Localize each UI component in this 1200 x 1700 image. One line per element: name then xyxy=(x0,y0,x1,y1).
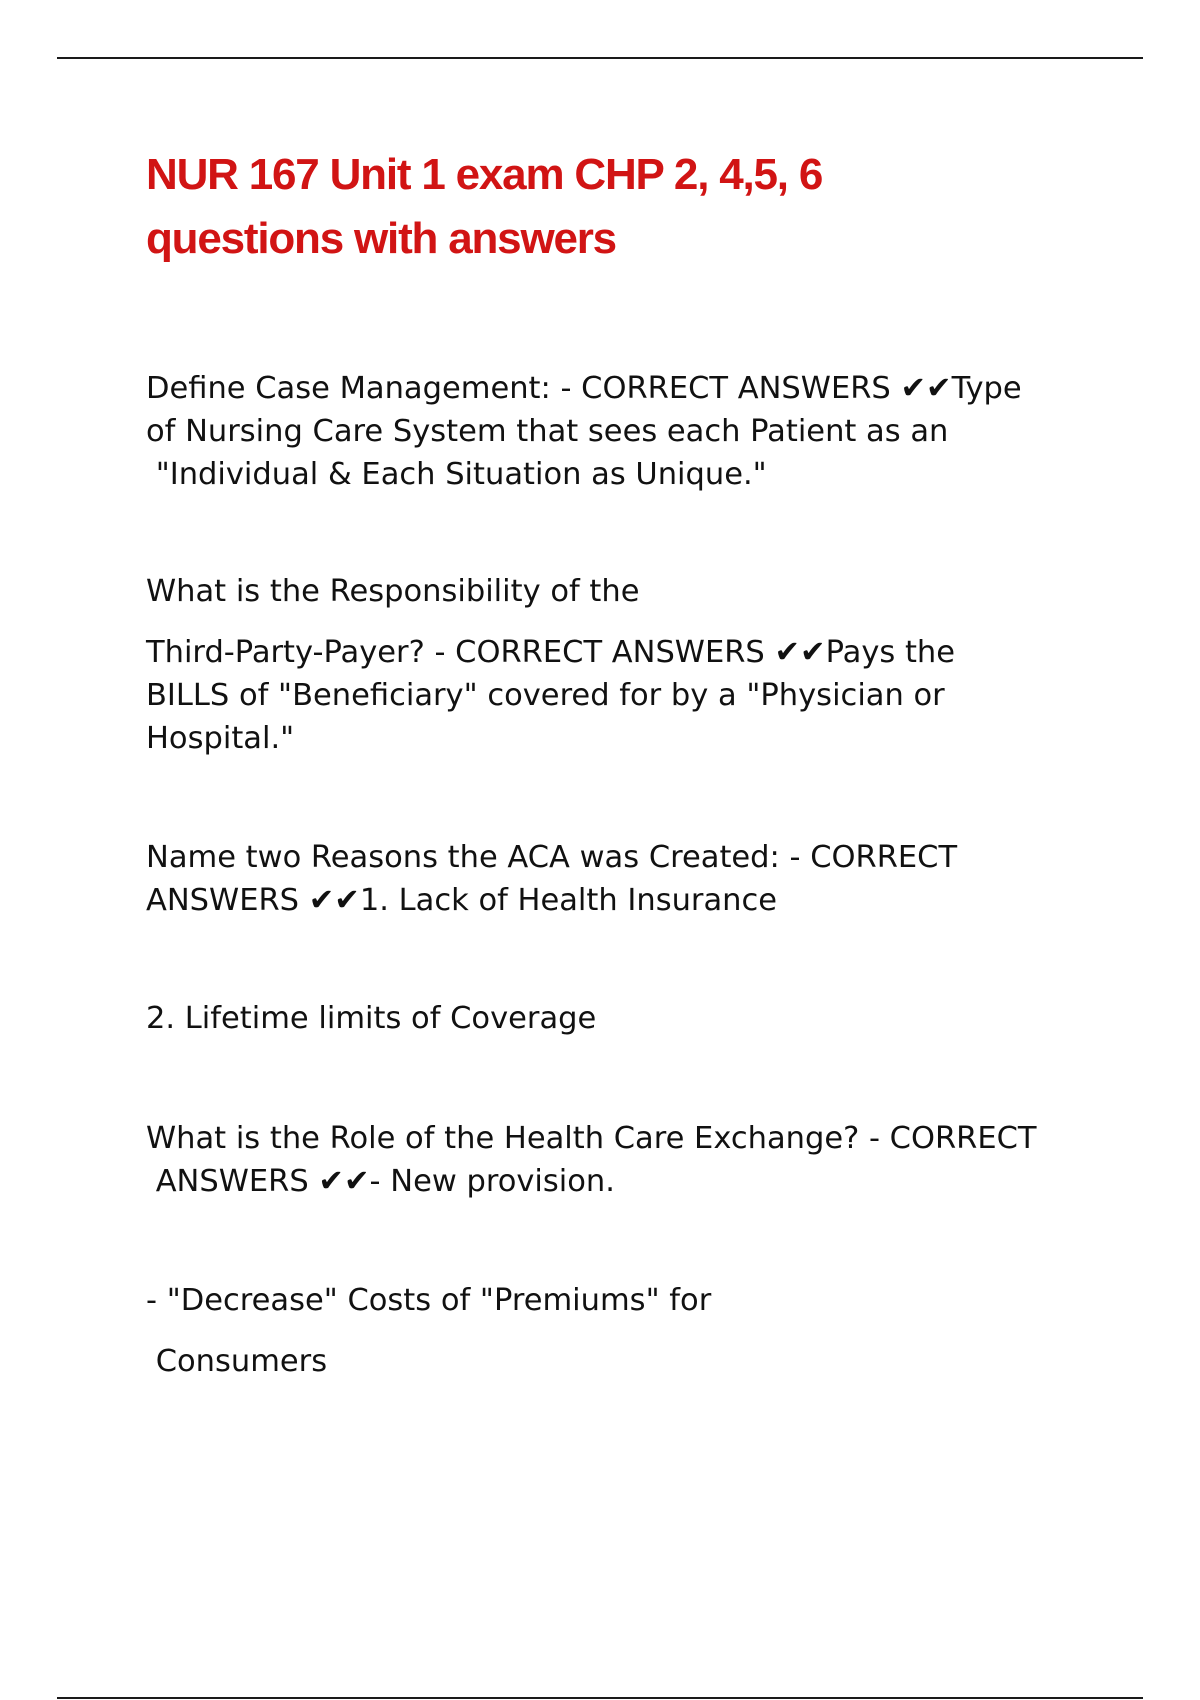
question-block-aca xyxy=(146,836,1096,922)
question-text: ANSWERS xyxy=(146,883,309,918)
answer-text: 1. Lack of Health Insurance xyxy=(359,883,778,918)
text-line: 2. Lifetime limits of Coverage xyxy=(146,1001,597,1036)
text-line xyxy=(146,367,1096,410)
text-line: Name two Reasons the ACA was Created: - CORRECT xyxy=(146,840,958,875)
question-text: Third-Party-Payer? - CORRECT ANSWERS xyxy=(146,635,775,670)
text-line xyxy=(146,631,1096,674)
text-line: - "Decrease" Costs of "Premiums" for xyxy=(146,1283,712,1318)
question-text: Define Case Management: - CORRECT ANSWERS xyxy=(146,371,901,406)
question-block-health-care-exchange xyxy=(146,1117,1096,1203)
question-text: ANSWERS xyxy=(146,1164,319,1199)
document-title xyxy=(146,143,1046,271)
double-check-icon: ✔✔ xyxy=(900,371,952,406)
text-line: of Nursing Care System that sees each Patient as an xyxy=(146,414,949,449)
text-line: What is the Responsibility of the xyxy=(146,574,640,609)
text-line: "Individual & Each Situation as Unique." xyxy=(146,457,767,492)
answer-text: Pays the xyxy=(825,635,956,670)
text-line: What is the Role of the Health Care Exchange? - CORRECT xyxy=(146,1121,1037,1156)
answer-block-exchange-detail xyxy=(146,1279,1096,1383)
double-check-icon: ✔✔ xyxy=(774,635,826,670)
answer-text: Type xyxy=(951,371,1022,406)
top-rule xyxy=(57,57,1143,59)
text-line: Consumers xyxy=(146,1344,328,1379)
text-line xyxy=(146,879,1096,922)
double-check-icon: ✔✔ xyxy=(308,883,360,918)
question-block-third-party-payer xyxy=(146,570,1096,760)
question-block-case-management xyxy=(146,367,1096,496)
answer-block-aca-reason-2 xyxy=(146,997,1096,1040)
text-line xyxy=(146,1160,1096,1203)
text-line: Hospital." xyxy=(146,721,295,756)
bottom-rule xyxy=(57,1697,1143,1699)
text-line: BILLS of "Beneficiary" covered for by a "Physician or xyxy=(146,678,945,713)
double-check-icon: ✔✔ xyxy=(318,1164,370,1199)
title-line-1: NUR 167 Unit 1 exam CHP 2, 4,5, 6 xyxy=(146,150,823,199)
answer-text: - New provision. xyxy=(369,1164,615,1199)
title-line-2: questions with answers xyxy=(146,214,616,263)
